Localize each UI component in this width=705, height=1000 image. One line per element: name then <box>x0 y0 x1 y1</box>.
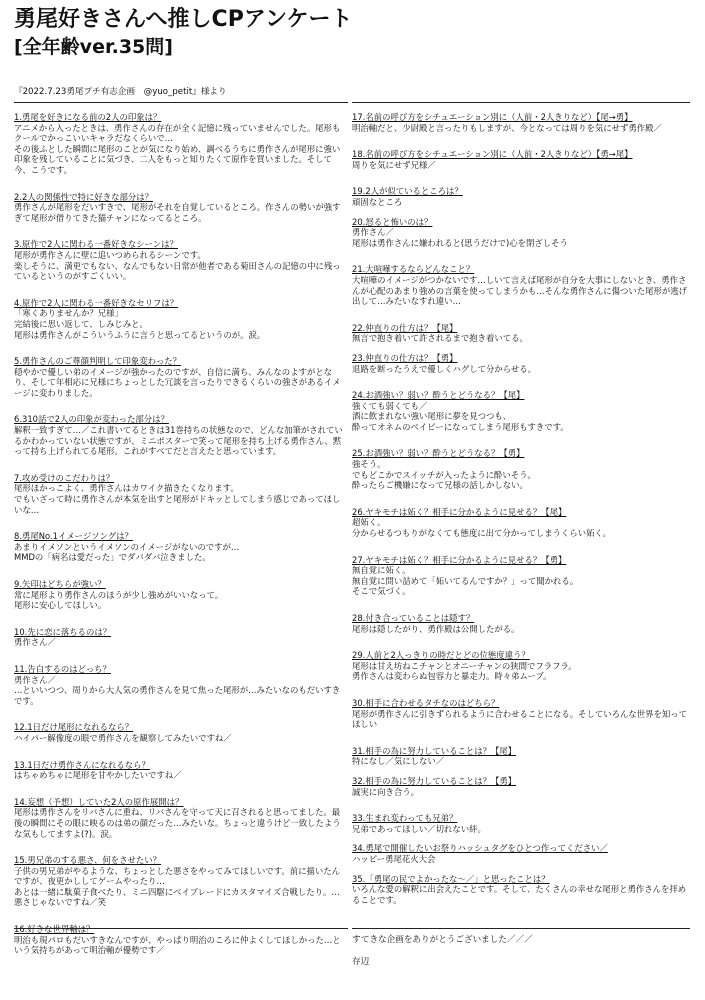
answer-text: 明治軸だと、少尉殿と言ったりもしますが、今となっては周りを気にせず勇作殿／ <box>352 122 662 133</box>
qa-item <box>352 448 690 490</box>
qa-item <box>14 112 348 176</box>
footer-divider-left <box>14 928 348 929</box>
answer-text: 勇作さんが尾形をだいすきで、尾形がそれを自覚しているところ。作さんの勢いが強すぎて尾形が借りてきた猫チャンになってるところ。 <box>14 202 341 223</box>
header-divider-right <box>352 102 690 103</box>
qa-item <box>352 186 690 207</box>
qa-item <box>352 776 690 797</box>
answer-text: 強くても弱くても／ 酒に飲まれない強い尾形に夢を見つつも、 酔ってオネムのベイビーになってしまう尾形もすきです。 <box>352 400 569 432</box>
answer-text: 周りを気にせず兄様／ <box>352 159 436 170</box>
question-heading: 4.原作で2人に関わる一番好きなセリフは？ <box>14 297 179 308</box>
qa-item <box>352 323 690 344</box>
answer-text: 明治も現パロもだいすきなんですが、やっぱり明治のころに仲よくしてほしかった…という気持ちがあって明治軸が優勢です／ <box>14 934 341 956</box>
page-title: 勇尾好きさんへ推しCPアンケート <box>14 7 353 32</box>
answer-text: アニメから入ったときは、勇作さんの存在が全く記憶に残っていませんでした。尾形もクールでかっこいいキャラだなくらいで… その後ふとした瞬間に尾形のことが気になり始め、調べるうちに勇作さんが尾形に強い印象を残していることに気づき、二人をもっと知りたくて原作を買いました。そして今、こうです。 <box>14 122 341 175</box>
question-heading: 12.1日だけ尾形になれるなら？ <box>14 722 134 733</box>
question-heading: 35.「勇尾の民でよかったな〜／」と思ったことは？ <box>352 873 550 884</box>
qa-item <box>352 746 690 767</box>
question-heading: 32.相手の為に努力していることは？【勇】 <box>352 775 517 786</box>
answer-text: いろんな愛の解釈に出会えたことです。そして、たくさんの幸せな尾形と勇作さんを拝めることです。 <box>352 884 687 905</box>
answer-text: はちゃめちゃに尾形を甘やかしたいですね／ <box>14 770 182 781</box>
question-heading: 26.ヤキモチは妬く？相手に分かるように見せる？【尾】 <box>352 506 567 517</box>
answer-text: 尾形ほかっこよく、勇作さんはカワイク描きたくなります。 でもいざって時に勇作さんが本気を出すと尾形がドキッとしてしまう感じであってほしいな… <box>14 483 341 515</box>
question-heading: 13.1日だけ勇作さんになれるなら？ <box>14 759 150 770</box>
footer-divider-right <box>352 928 690 929</box>
qa-item <box>14 579 348 611</box>
answer-text: 頑固なところ <box>352 196 403 207</box>
question-heading: 7.攻め受けのこだわりは？ <box>14 472 115 483</box>
question-heading: 1.勇尾を好きになる前の2人の印象は？ <box>14 112 162 122</box>
question-heading: 30.相手に合わせるタチなのはどちら？ <box>352 697 500 708</box>
question-heading: 5.勇作さんのご尊顔判明して印象変わった？ <box>14 356 182 367</box>
answer-text: 兄弟であってほしい／切れない絆。 <box>352 823 486 834</box>
question-heading: 23.仲直りの仕方は？【勇】 <box>352 352 458 363</box>
qa-item <box>352 353 690 374</box>
qa-item <box>14 239 348 281</box>
answer-text: 「寒くありませんか？兄様」 完結後に思い返して、しみじみと。 尾形は勇作さんがこういうふうに言うと思ってるというのが。涙。 <box>14 308 266 340</box>
qa-item <box>352 874 690 906</box>
qa-item <box>352 843 690 864</box>
question-heading: 18.名前の呼び方をシチュエーション別に（人前・2人きりなど）【勇→尾】 <box>352 149 633 160</box>
signature: 存辺 <box>352 957 370 967</box>
page-subtitle: [全年齢ver.35問] <box>14 36 173 58</box>
qa-item <box>352 650 690 682</box>
thanks-message: すてきな企画をありがとうございました／／／ <box>352 935 533 945</box>
qa-item <box>14 797 348 839</box>
question-heading: 20.怒ると怖いのは？ <box>352 216 433 227</box>
qa-item <box>14 473 348 515</box>
qa-item <box>352 813 690 834</box>
left-column <box>14 112 348 956</box>
qa-item <box>14 627 348 648</box>
qa-item <box>14 192 348 224</box>
question-heading: 27.ヤキモチは妬く？相手に分かるように見せる？【勇】 <box>352 554 567 565</box>
answer-text: 超妬く。 分からせるつもりがなくても態度に出て分かってしまうくらい妬く。 <box>352 517 612 539</box>
question-heading: 15.男兄弟のする悪さ、何をさせたい？ <box>14 855 161 866</box>
question-heading: 21.大喧嘩するならどんなこと？ <box>352 264 475 275</box>
question-heading: 3.原作で2人に関わる一番好きなシーンは？ <box>14 239 178 250</box>
qa-item <box>352 555 690 597</box>
answer-text: 無自覚に妬く。 無自覚に問い詰めて「妬いてるんですか？」って聞かれる。 そこで気づく。 <box>352 565 579 597</box>
qa-item <box>14 855 348 908</box>
question-heading: 16.好きな世界軸は？ <box>14 924 95 935</box>
answer-text: 強そう。 でもどこかでスイッチが入ったように酔いそう。 酔ったらご機嫌になって兄様の話しかしない。 <box>352 459 536 491</box>
right-column <box>352 112 690 905</box>
qa-item <box>14 298 348 340</box>
qa-item <box>352 149 690 170</box>
qa-item <box>352 507 690 539</box>
question-heading: 8.勇尾No.1イメージソングは？ <box>14 531 133 542</box>
answer-text: 特になし／気にしない／ <box>352 756 445 767</box>
answer-text: 解釈一致すぎて…／これ書いてるときは31巻持ちの状態なので、どんな加筆がされているかわかっていない状態ですが、ミニポスターで笑って尾形を持ち上げる勇作さん、黙って持ち上げられてる尾形。これがすべてだと言えたと思っています。 <box>14 425 343 457</box>
answer-text: 穏やかで優しい弟のイメージが強かったのですが、自信に満ち、みんなのよすがとなり、そして年相応に兄様にちょっとした冗談を言ったりできるくらいの強さがあるイメージに変わりました。 <box>14 366 341 398</box>
question-heading: 6.310話で2人の印象が変わった部分は？ <box>14 414 169 425</box>
answer-text: 勇作さん／ <box>14 637 56 648</box>
question-heading: 17.名前の呼び方をシチュエーション別に（人前・2人きりなど）【尾→勇】 <box>352 112 633 122</box>
answer-text: 誠実に向き合う。 <box>352 786 419 797</box>
qa-item <box>352 613 690 634</box>
qa-item <box>14 760 348 781</box>
credit-line: 『2022.7.23勇尾プチ有志企画 @yuo_petit』様より <box>14 87 227 97</box>
question-heading: 19.2人が似ているところは？ <box>352 186 463 197</box>
question-heading: 2.2人の関係性で特に好きな部分は？ <box>14 191 153 202</box>
answer-text: 勇作さん／ …といいつつ、周りから大人気の勇作さんを見て焦った尾形が…みたいなのもだいすきです。 <box>14 674 341 706</box>
answer-text: あまりイメソンというイメソンのイメージがないのですが… MMDの「病名は愛だった」でダバダバ泣きました。 <box>14 541 240 563</box>
answer-text: 尾形が勇作さんに壁に追いつめられるシーンです。 楽しそうに、満更でもない、なんでもない日常が他者である菊田さんの記憶の中に残っているというのがすごくいい。 <box>14 249 341 282</box>
question-heading: 10.先に恋に落ちるのは？ <box>14 626 112 637</box>
qa-item <box>14 664 348 706</box>
question-heading: 11.告白するのはどっち？ <box>14 663 111 674</box>
answer-text: ハッピー勇尾花火大会 <box>352 853 436 864</box>
qa-item <box>14 414 348 456</box>
question-heading: 14.妄想（予想）していた2人の原作展開は？ <box>14 796 184 807</box>
answer-text: 常に尾形より勇作さんのほうが少し強めがいいなって。 尾形に安心してほしい。 <box>14 589 224 611</box>
qa-item <box>14 722 348 743</box>
answer-text: 尾形は甘え坊ねこチャンとオニーチャンの狭間でフラフラ。 勇作さんは変わらぬ包容力と暴走力。時々弟ムーブ。 <box>352 660 577 682</box>
question-heading: 34.勇尾で開催したいお祭りハッシュタグをひとつ作ってください／ <box>352 843 608 854</box>
answer-text: 尾形が勇作さんに引きずられるように合わせることになる。そしていろんな世界を知ってほしい <box>352 708 687 730</box>
qa-item <box>14 531 348 563</box>
qa-item <box>352 264 690 306</box>
header-divider-left <box>14 102 348 103</box>
qa-item <box>352 217 690 249</box>
qa-item <box>352 390 690 432</box>
answer-text: ハイパー解像度の眼で勇作さんを観察してみたいですね／ <box>14 732 232 743</box>
question-heading: 28.付き合っていることは隠す？ <box>352 613 475 623</box>
answer-text: 大喧嘩のイメージがつかないです…しいて言えば尾形が自分を大事にしないとき、勇作さんが心配のあまり強めの言葉を使ってしまうかも…そんな勇作さんに傷ついた尾形が逃げ出して…みたいなすれ違い… <box>352 274 687 307</box>
qa-item <box>352 112 690 133</box>
qa-item <box>352 698 690 730</box>
question-heading: 31.相手の為に努力していることは？【尾】 <box>352 745 517 756</box>
question-heading: 25.お酒強い？弱い？酔うとどうなる？【勇】 <box>352 448 525 459</box>
question-heading: 29.人前と2人っきりの時だとどの位態度違う？ <box>352 650 530 661</box>
answer-text: 尾形は勇作さんをリバさんに重ね、リバさんを守って天に召されると思ってました。最後の瞬間にその眼に映るのは弟の顔だった…みたいな。ちょっと違うけど一致したような気もしてますよ(?)。涙。 <box>14 807 341 839</box>
question-heading: 24.お酒強い？弱い？酔うとどうなる？【尾】 <box>352 390 525 401</box>
qa-item <box>14 356 348 398</box>
question-heading: 33.生まれ変わっても兄弟？ <box>352 813 458 824</box>
question-heading: 22.仲直りの仕方は？【尾】 <box>352 322 458 333</box>
answer-text: 子供の男兄弟がやるような、ちょっとした悪さをやってみてほしいです。前に描いたんですが、夜更かししてゲームやったり… あとは一緒に駄菓子食べたり、ミニ四駆にベイブレードにカスタマイズ合戦したり。…悪さじゃないですね／笑 <box>14 865 340 908</box>
question-heading: 9.矢印はどちらが強い？ <box>14 579 106 589</box>
answer-text: 勇作さん／ 尾形は勇作さんに嫌われると(思うだけで)心を閉ざしそう <box>352 227 568 248</box>
answer-text: 尾形は隠したがり、勇作殿は公開したがる。 <box>352 623 520 634</box>
answer-text: 無言で抱き着いて許されるまで抱き着いてる。 <box>352 333 528 344</box>
answer-text: 退路を断ったうえで優しくハグして分からせる。 <box>352 363 536 374</box>
